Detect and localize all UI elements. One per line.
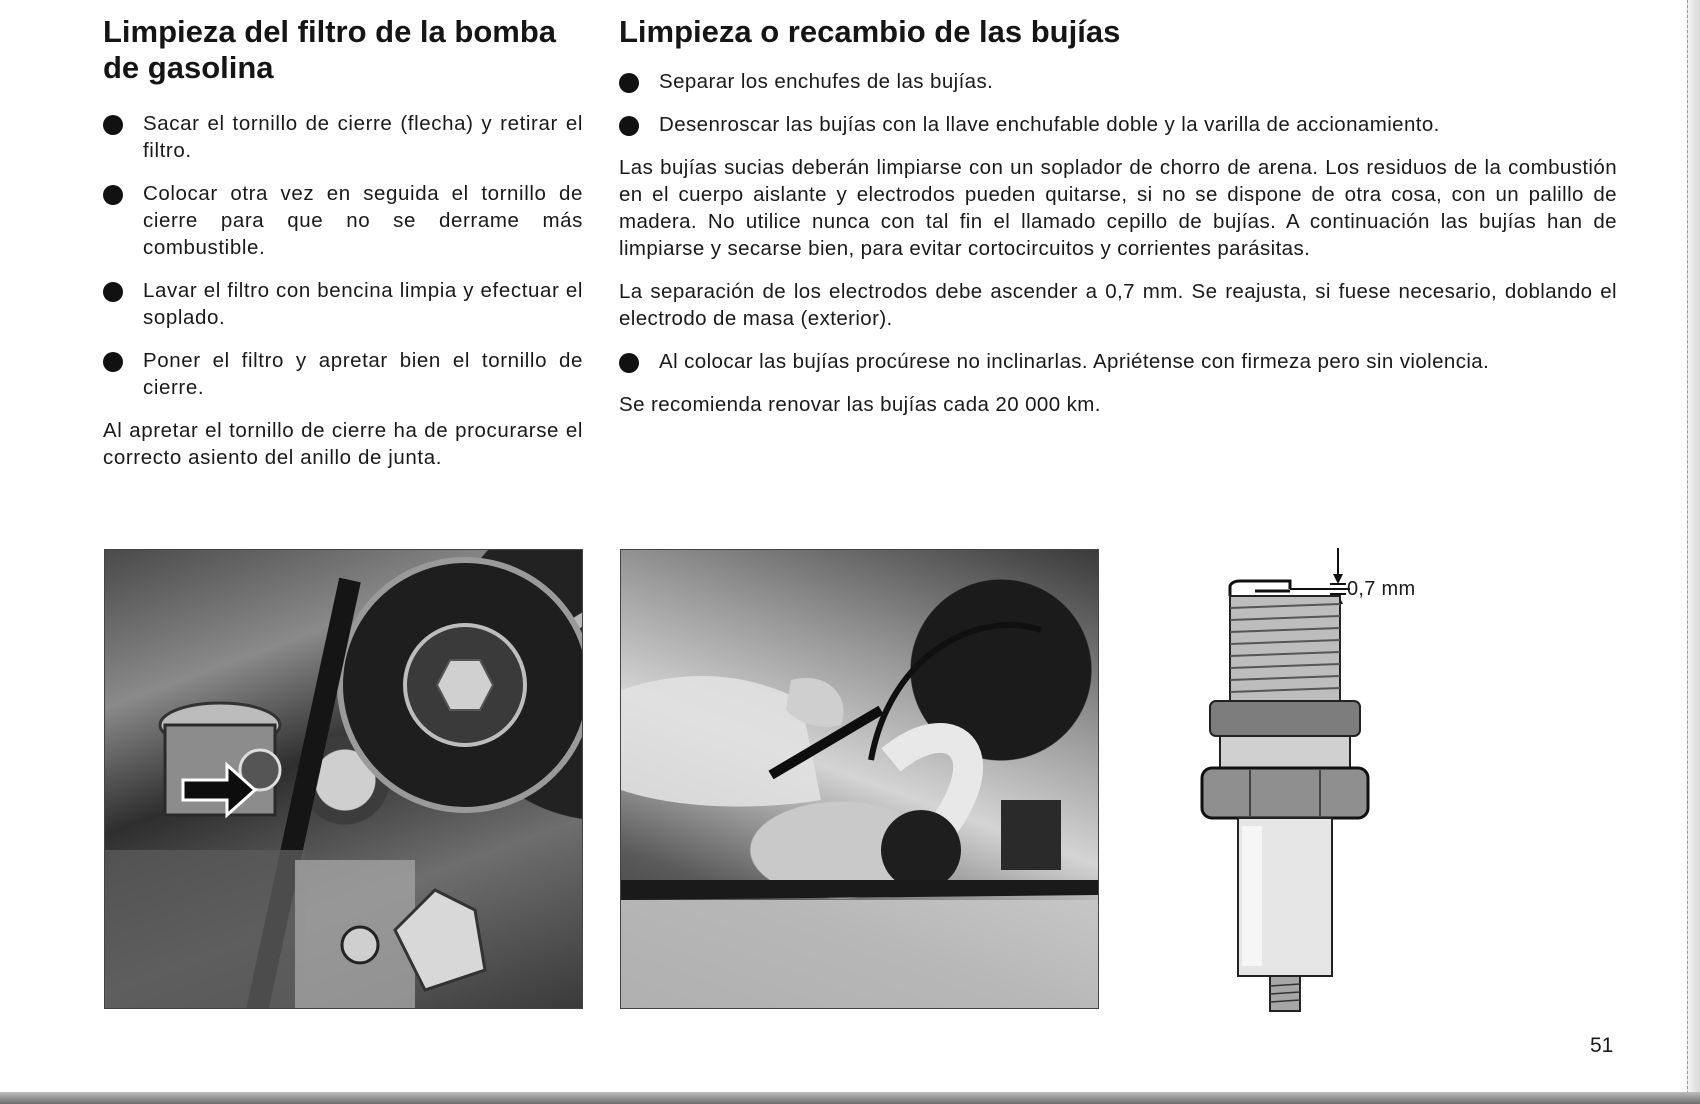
bullet-icon bbox=[103, 115, 123, 135]
bullet-icon bbox=[103, 282, 123, 302]
spark-plug-diagram bbox=[1180, 546, 1440, 1016]
spark-plug-removal-illustration bbox=[621, 550, 1098, 1008]
list-item bbox=[103, 180, 583, 261]
bullet-icon bbox=[619, 73, 639, 93]
bullet-icon bbox=[103, 185, 123, 205]
spark-plug-section bbox=[619, 14, 1617, 418]
arrow-icon bbox=[105, 550, 582, 1008]
list-item bbox=[619, 348, 1617, 375]
list-item bbox=[619, 68, 1617, 95]
spark-plug-removal-photo bbox=[620, 549, 1099, 1009]
fuel-pump-photo bbox=[104, 549, 583, 1009]
list-item bbox=[103, 110, 583, 164]
gap-paragraph: La separación de los electrodos debe ascender a 0,7 mm. Se reajusta, si fuese necesario, doblando el electrodo de masa (exterior). bbox=[619, 280, 1617, 330]
list-item bbox=[103, 277, 583, 331]
bullet-icon bbox=[619, 353, 639, 373]
bullet-icon bbox=[619, 116, 639, 136]
section-title-fuel-filter: Limpieza del filtro de la bomba de gasolina bbox=[103, 14, 557, 85]
step-text: Separar los enchufes de las bujías. bbox=[659, 70, 994, 93]
step-text: Sacar el tornillo de cierre (flecha) y retirar el filtro. bbox=[143, 112, 583, 162]
list-item bbox=[619, 111, 1617, 138]
page-edge bbox=[1687, 0, 1700, 1104]
cleaning-paragraph: Las bujías sucias deberán limpiarse con un soplador de chorro de arena. Los residuos de la combustión en el cuerpo aislante y electrodos pueden quitarse, si no se dispone de otra cosa, con un palillo de madera. No utilice nunca con tal fin el llamado cepillo de bujías. A continuación las bujías han de limpiarse y secarse bien, para evitar cortocircuitos y corrientes parásitas. bbox=[619, 156, 1617, 260]
fuel-filter-section bbox=[103, 14, 583, 471]
list-item bbox=[103, 347, 583, 401]
step-text: Al colocar las bujías procúrese no inclinarlas. Apriétense con firmeza pero sin violencia. bbox=[659, 350, 1490, 373]
electrode-gap-label: 0,7 mm bbox=[1347, 578, 1416, 600]
replacement-paragraph: Se recomienda renovar las bujías cada 20 000 km. bbox=[619, 393, 1101, 416]
scan-bottom-edge bbox=[0, 1092, 1700, 1104]
step-text: Colocar otra vez en seguida el tornillo de cierre para que no se derrame más combustible. bbox=[143, 182, 583, 259]
fuel-filter-note: Al apretar el tornillo de cierre ha de procurarse el correcto asiento del anillo de junta. bbox=[103, 419, 583, 469]
bullet-icon bbox=[103, 352, 123, 372]
step-text: Lavar el filtro con bencina limpia y efectuar el soplado. bbox=[143, 279, 583, 329]
step-text: Poner el filtro y apretar bien el tornillo de cierre. bbox=[143, 349, 583, 399]
step-text: Desenroscar las bujías con la llave enchufable doble y la varilla de accionamiento. bbox=[659, 113, 1440, 136]
section-title-spark-plugs: Limpieza o recambio de las bujías bbox=[619, 14, 1121, 49]
page-number: 51 bbox=[1590, 1034, 1614, 1057]
